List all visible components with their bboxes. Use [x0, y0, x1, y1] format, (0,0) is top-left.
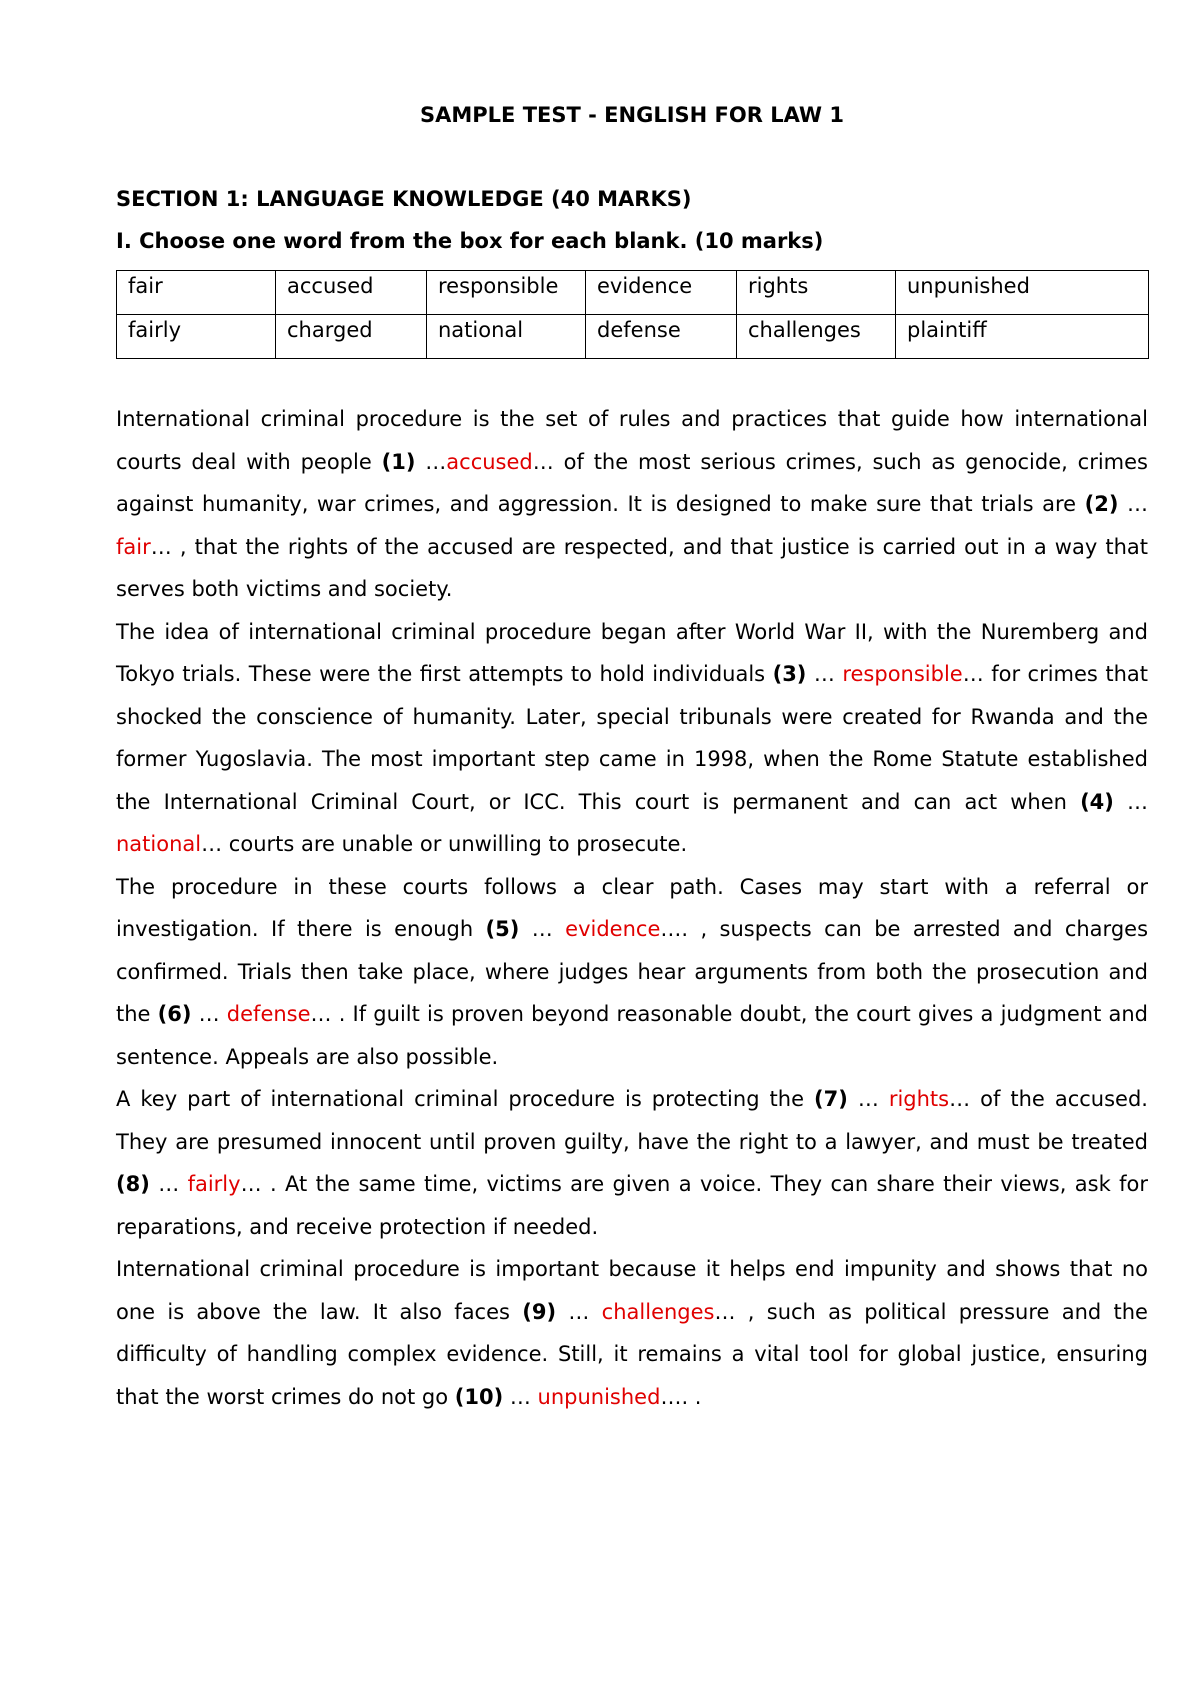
blank-answer: accused [446, 449, 533, 474]
blank-dots: … [962, 662, 992, 686]
word-box-cell: fair [117, 271, 276, 315]
reading-passage [116, 398, 1148, 1418]
blank-number: (2) [1084, 492, 1119, 516]
blank-number: (6) [157, 1002, 192, 1026]
blank-number: (7) [814, 1087, 848, 1111]
blank-dots: … [503, 1384, 538, 1409]
word-box-table [116, 270, 1149, 359]
passage-text: of the accused. They are presumed innocent until proven guilty, have the right to a lawyer, and must be treated [116, 1087, 1148, 1154]
blank-dots: … [556, 1299, 602, 1324]
blank-dots: …. [660, 1384, 695, 1409]
blank-dots: … [415, 449, 447, 474]
blank-answer: defense [226, 1002, 311, 1026]
blank-answer: rights [888, 1087, 950, 1111]
passage-text: . [694, 1384, 702, 1409]
blank-dots: … [149, 1172, 188, 1196]
blank-dots: … [519, 917, 566, 941]
blank-number: (10) [454, 1384, 504, 1409]
word-box-cell: national [427, 315, 586, 359]
blank-number: (1) [381, 449, 416, 474]
passage-paragraph [116, 866, 1148, 1079]
word-box-cell: fairly [117, 315, 276, 359]
word-box-cell: charged [276, 315, 427, 359]
passage-text: The idea of international criminal procedure began after World War II, with the Nuremberg and Tokyo trials. These were the first attempts to hold individuals [116, 619, 1148, 686]
blank-dots: … [714, 1299, 748, 1324]
blank-answer: unpunished [537, 1384, 661, 1409]
passage-paragraph [116, 611, 1148, 866]
blank-number: (8) [116, 1172, 150, 1196]
blank-answer: challenges [601, 1299, 715, 1324]
passage-text: A key part of international criminal procedure is protecting the [116, 1087, 814, 1111]
blank-answer: evidence [565, 917, 661, 941]
word-box-row [117, 271, 1149, 315]
passage-text: . At the same time, victims are given a voice. They can share their views, ask for reparations, and receive protection if needed. [116, 1172, 1149, 1239]
blank-dots: … [1113, 789, 1148, 814]
blank-dots: … [150, 534, 180, 559]
word-box-cell: plaintiff [896, 315, 1149, 359]
passage-text: of the most serious crimes, such as genocide, crimes against humanity, war crimes, and aggression. It is designed to make sure that trials are [116, 449, 1148, 516]
blank-number: (4) [1080, 789, 1114, 814]
passage-paragraph [116, 1248, 1148, 1418]
word-box-cell: unpunished [896, 271, 1149, 315]
blank-answer: fair [116, 534, 151, 559]
word-box-cell: rights [737, 271, 896, 315]
passage-text: , such as political pressure and the difficulty of handling complex evidence. Still, it remains a vital tool for global justice, ensuring that the worst crimes do not go [116, 1299, 1148, 1409]
blank-answer: responsible [842, 662, 963, 686]
passage-paragraph [116, 398, 1148, 611]
passage-paragraph [116, 1078, 1148, 1248]
passage-text: for crimes that shocked the conscience of humanity. Later, special tribunals were created for Rwanda and the former Yugoslavia. The most important step came in 1998, when the Rome Statute established the International Criminal Court, or ICC. This court is permanent and can act when [116, 662, 1148, 814]
blank-answer: fairly [187, 1172, 241, 1196]
blank-dots: … [310, 1002, 339, 1026]
blank-answer: national [116, 832, 202, 856]
blank-dots: … [191, 1002, 227, 1026]
passage-text: International criminal procedure is the set of rules and practices that guide how international courts deal with people [116, 407, 1148, 474]
word-box-cell: defense [586, 315, 737, 359]
passage-text: . If guilt is proven beyond reasonable doubt, the court gives a judgment and sentence. Appeals are also possible. [116, 1002, 1148, 1069]
word-box-cell: responsible [427, 271, 586, 315]
blank-dots: … [201, 832, 229, 856]
blank-dots: … [240, 1172, 270, 1196]
word-box-cell: evidence [586, 271, 737, 315]
word-box-cell: accused [276, 271, 427, 315]
blank-dots: … [949, 1087, 981, 1111]
passage-text: , that the rights of the accused are respected, and that justice is carried out in a way that serves both victims and society. [116, 534, 1148, 601]
blank-number: (5) [485, 917, 520, 941]
passage-text: International criminal procedure is important because it helps end impunity and shows that no one is above the law. It also faces [116, 1257, 1148, 1324]
word-box-row [117, 315, 1149, 359]
word-box-cell: challenges [737, 315, 896, 359]
blank-dots: …. [660, 917, 701, 941]
blank-number: (9) [522, 1299, 557, 1324]
document-title: SAMPLE TEST - ENGLISH FOR LAW 1 [420, 103, 844, 127]
task-heading: I. Choose one word from the box for each blank. (10 marks) [116, 229, 824, 253]
blank-dots: … [847, 1087, 889, 1111]
blank-dots: … [806, 662, 843, 686]
blank-number: (3) [772, 662, 807, 686]
section-heading: SECTION 1: LANGUAGE KNOWLEDGE (40 MARKS) [116, 187, 692, 211]
passage-text: The procedure in these courts follows a clear path. Cases may start with a referral or investigation. If there is enough [116, 874, 1148, 941]
passage-text: , suspects can be arrested and charges confirmed. Trials then take place, where judges hear arguments from both the prosecution and the [116, 917, 1149, 1026]
blank-dots: … [532, 449, 564, 474]
passage-text: courts are unable or unwilling to prosecute. [228, 832, 688, 856]
blank-dots: … [1118, 492, 1148, 516]
